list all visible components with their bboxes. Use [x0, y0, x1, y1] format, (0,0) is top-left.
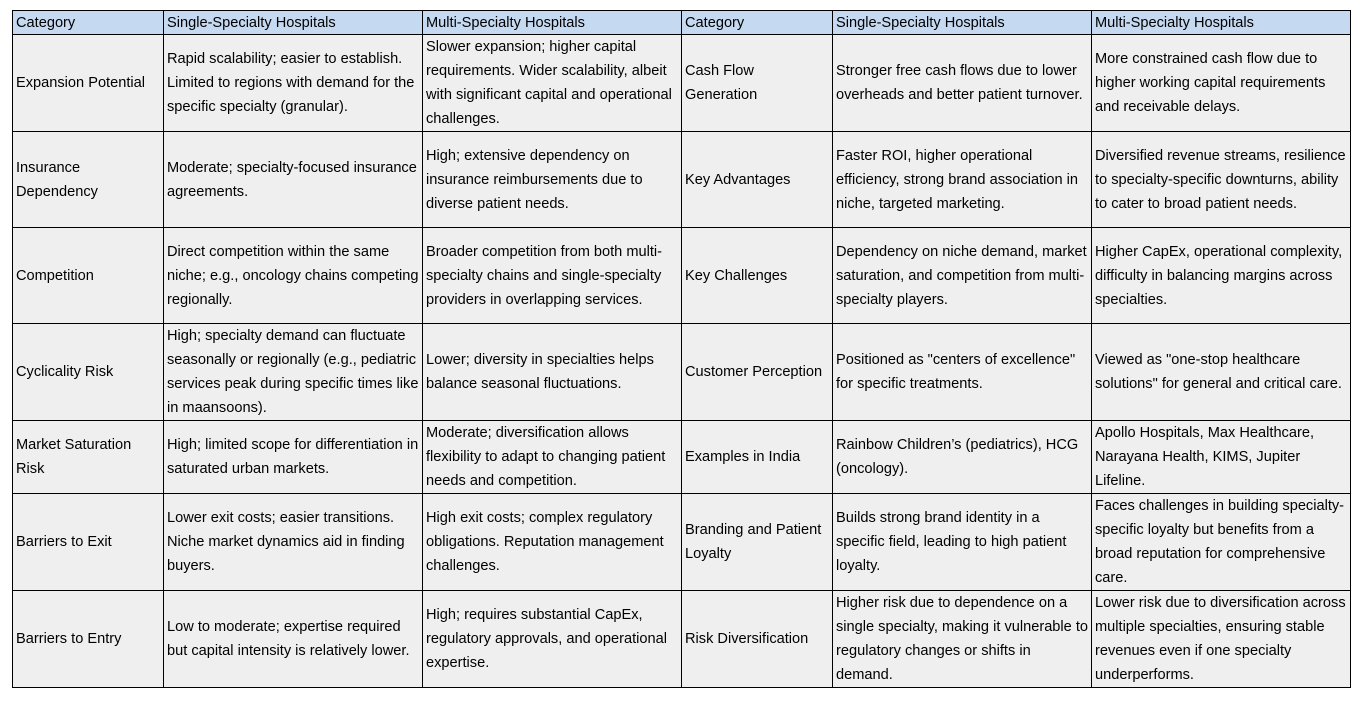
right-category-cell: Cash Flow Generation — [682, 35, 833, 132]
left-multi-cell: Slower expansion; higher capital requirements. Wider scalability, albeit with significant capital and operational challenges. — [423, 35, 682, 132]
header-multi-specialty-left: Multi-Specialty Hospitals — [423, 11, 682, 35]
left-category-cell: Barriers to Exit — [13, 494, 164, 591]
table-row — [13, 591, 1351, 688]
right-multi-cell: Higher CapEx, operational complexity, difficulty in balancing margins across specialties. — [1092, 228, 1351, 324]
left-category-cell: Insurance Dependency — [13, 132, 164, 228]
right-category-cell: Key Advantages — [682, 132, 833, 228]
left-category-cell: Cyclicality Risk — [13, 324, 164, 421]
left-single-cell: Rapid scalability; easier to establish. Limited to regions with demand for the specific specialty (granular). — [164, 35, 423, 132]
table-row — [13, 132, 1351, 228]
left-multi-cell: High; requires substantial CapEx, regulatory approvals, and operational expertise. — [423, 591, 682, 688]
left-single-cell: Direct competition within the same niche; e.g., oncology chains competing regionally. — [164, 228, 423, 324]
comparison-table — [12, 10, 1351, 688]
left-multi-cell: High exit costs; complex regulatory obligations. Reputation management challenges. — [423, 494, 682, 591]
right-multi-cell: More constrained cash flow due to higher working capital requirements and receivable delays. — [1092, 35, 1351, 132]
right-category-cell: Customer Perception — [682, 324, 833, 421]
right-multi-cell: Viewed as "one-stop healthcare solutions" for general and critical care. — [1092, 324, 1351, 421]
left-category-cell: Competition — [13, 228, 164, 324]
header-multi-specialty-right: Multi-Specialty Hospitals — [1092, 11, 1351, 35]
table-row — [13, 35, 1351, 132]
right-category-cell: Risk Diversification — [682, 591, 833, 688]
left-category-cell: Barriers to Entry — [13, 591, 164, 688]
left-multi-cell: Moderate; diversification allows flexibility to adapt to changing patient needs and competition. — [423, 421, 682, 494]
left-single-cell: High; limited scope for differentiation in saturated urban markets. — [164, 421, 423, 494]
right-category-cell: Branding and Patient Loyalty — [682, 494, 833, 591]
right-single-cell: Builds strong brand identity in a specific field, leading to high patient loyalty. — [833, 494, 1092, 591]
table-row — [13, 494, 1351, 591]
right-multi-cell: Apollo Hospitals, Max Healthcare, Narayana Health, KIMS, Jupiter Lifeline. — [1092, 421, 1351, 494]
left-multi-cell: Broader competition from both multi-specialty chains and single-specialty providers in overlapping services. — [423, 228, 682, 324]
right-single-cell: Rainbow Children’s (pediatrics), HCG (oncology). — [833, 421, 1092, 494]
right-single-cell: Higher risk due to dependence on a single specialty, making it vulnerable to regulatory changes or shifts in demand. — [833, 591, 1092, 688]
right-multi-cell: Faces challenges in building specialty-specific loyalty but benefits from a broad reputation for comprehensive care. — [1092, 494, 1351, 591]
header-single-specialty-left: Single-Specialty Hospitals — [164, 11, 423, 35]
table-row — [13, 421, 1351, 494]
header-single-specialty-right: Single-Specialty Hospitals — [833, 11, 1092, 35]
right-single-cell: Positioned as "centers of excellence" for specific treatments. — [833, 324, 1092, 421]
right-category-cell: Key Challenges — [682, 228, 833, 324]
left-multi-cell: Lower; diversity in specialties helps balance seasonal fluctuations. — [423, 324, 682, 421]
left-category-cell: Market Saturation Risk — [13, 421, 164, 494]
header-category-left: Category — [13, 11, 164, 35]
left-multi-cell: High; extensive dependency on insurance reimbursements due to diverse patient needs. — [423, 132, 682, 228]
header-row — [13, 11, 1351, 35]
right-multi-cell: Diversified revenue streams, resilience to specialty-specific downturns, ability to cater to broad patient needs. — [1092, 132, 1351, 228]
right-category-cell: Examples in India — [682, 421, 833, 494]
right-single-cell: Faster ROI, higher operational efficiency, strong brand association in niche, targeted marketing. — [833, 132, 1092, 228]
left-single-cell: Lower exit costs; easier transitions. Niche market dynamics aid in finding buyers. — [164, 494, 423, 591]
header-category-right: Category — [682, 11, 833, 35]
right-multi-cell: Lower risk due to diversification across multiple specialties, ensuring stable revenues even if one specialty underperforms. — [1092, 591, 1351, 688]
left-single-cell: Moderate; specialty-focused insurance agreements. — [164, 132, 423, 228]
table-row — [13, 324, 1351, 421]
table-row — [13, 228, 1351, 324]
left-single-cell: High; specialty demand can fluctuate seasonally or regionally (e.g., pediatric services peak during specific times like in maansoons). — [164, 324, 423, 421]
right-single-cell: Stronger free cash flows due to lower overheads and better patient turnover. — [833, 35, 1092, 132]
left-single-cell: Low to moderate; expertise required but capital intensity is relatively lower. — [164, 591, 423, 688]
left-category-cell: Expansion Potential — [13, 35, 164, 132]
right-single-cell: Dependency on niche demand, market saturation, and competition from multi-specialty players. — [833, 228, 1092, 324]
